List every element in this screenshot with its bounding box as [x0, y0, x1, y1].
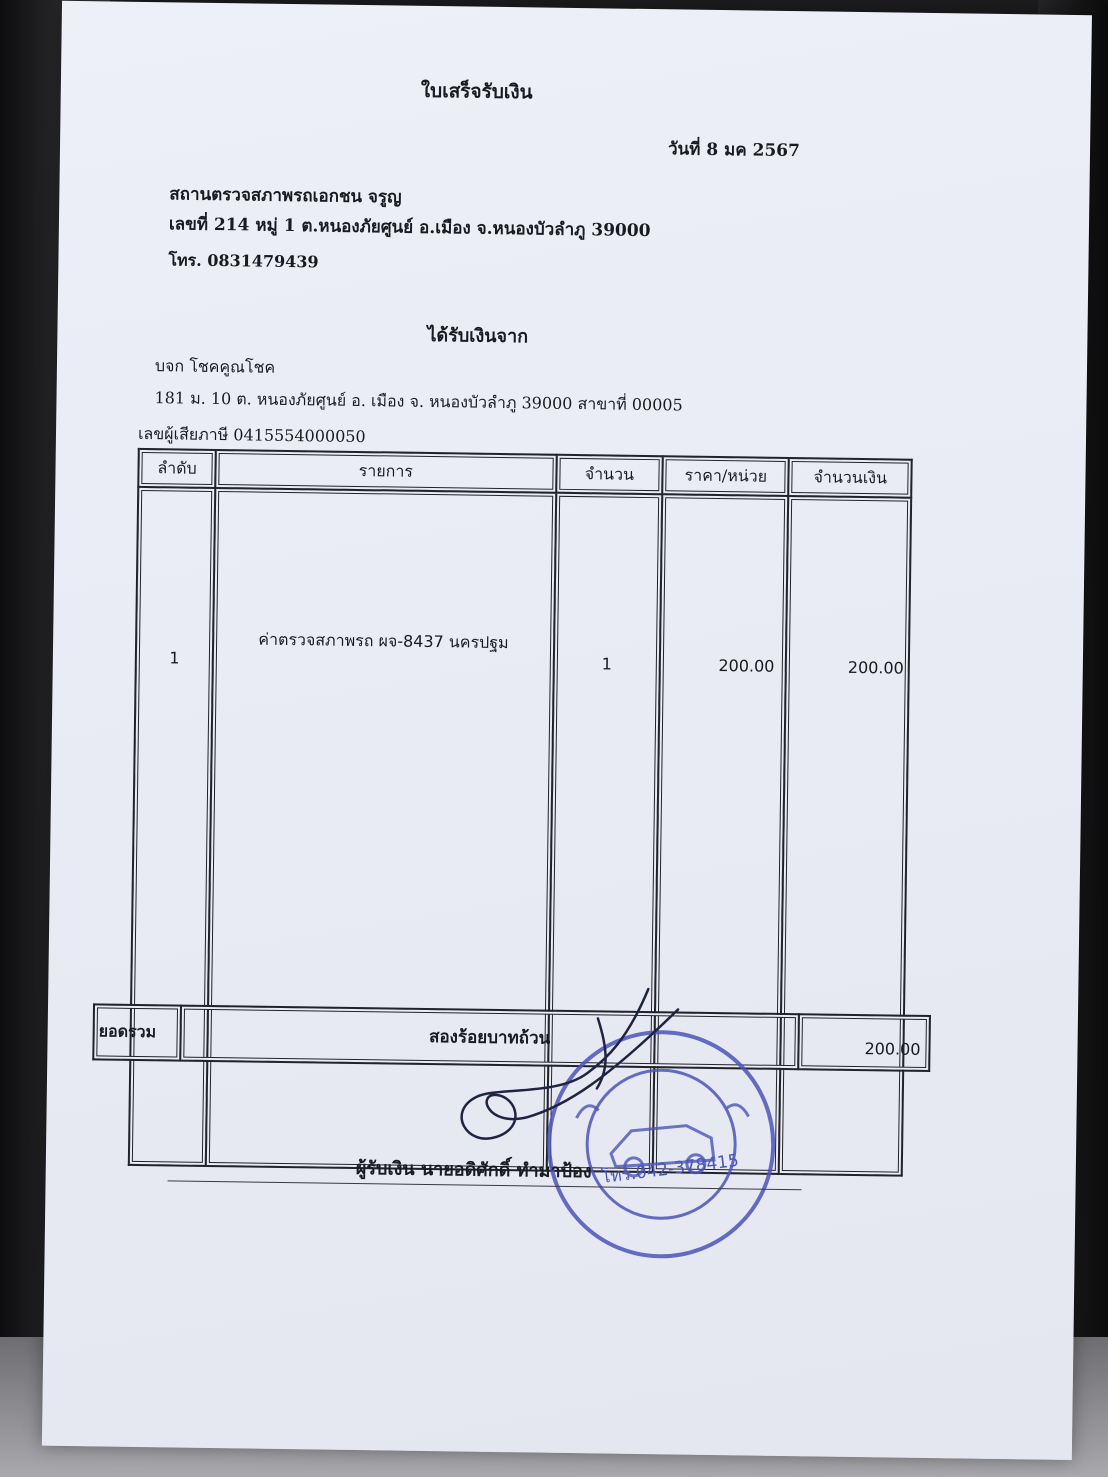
header-quantity: จำนวน: [556, 455, 663, 494]
signature-icon: [436, 976, 688, 1159]
receipt-title: ใบเสร็จรับเงิน: [420, 79, 533, 104]
customer-address: 181 ม. 10 ต. หนองภัยศูนย์ อ. เมือง จ. หนองบัวลำภู 39000 สาขาที่ 00005: [154, 388, 683, 415]
issuer-phone: โทร. 0831479439: [168, 250, 319, 272]
header-description: รายการ: [215, 450, 556, 493]
received-from-heading: ได้รับเงินจาก: [427, 324, 529, 348]
header-amount: จำนวนเงิน: [788, 458, 912, 498]
header-no: ลำดับ: [138, 449, 216, 488]
signer-name: ผู้รับเงิน นายอดิศักดิ์ ทำมาป้อง: [355, 1158, 592, 1183]
row-unit-price: 200.00: [653, 494, 788, 1174]
stamp-phone: โทร.042-378415: [600, 1150, 740, 1188]
row-amount: 200.00: [778, 496, 911, 1176]
row-quantity: 1: [546, 493, 662, 1172]
customer-tax-id: เลขผู้เสียภาษี 0415554000050: [137, 423, 366, 447]
customer-name: บจก โชคคูณโชค: [154, 356, 276, 377]
total-label: ยอดรวม: [93, 1004, 181, 1060]
receipt-paper: [42, 1, 1092, 1460]
issuer-name: สถานตรวจสภาพรถเอกชน จรูญ: [169, 184, 402, 208]
issuer-address: เลขที่ 214 หมู่ 1 ต.หนองภัยศูนย์ อ.เมือง จ.หนองบัวลำภู 39000: [168, 214, 651, 242]
total-amount: 200.00: [798, 1014, 930, 1071]
row-description: ค่าตรวจสภาพรถ ผจ-8437 นครปฐม: [206, 488, 556, 1171]
receipt-date: วันที่ 8 มค 2567: [667, 139, 801, 162]
header-unit-price: ราคา/หน่วย: [662, 456, 788, 496]
total-in-words: สองร้อยบาทถ้วน: [180, 1006, 799, 1070]
row-no: 1: [129, 487, 216, 1166]
